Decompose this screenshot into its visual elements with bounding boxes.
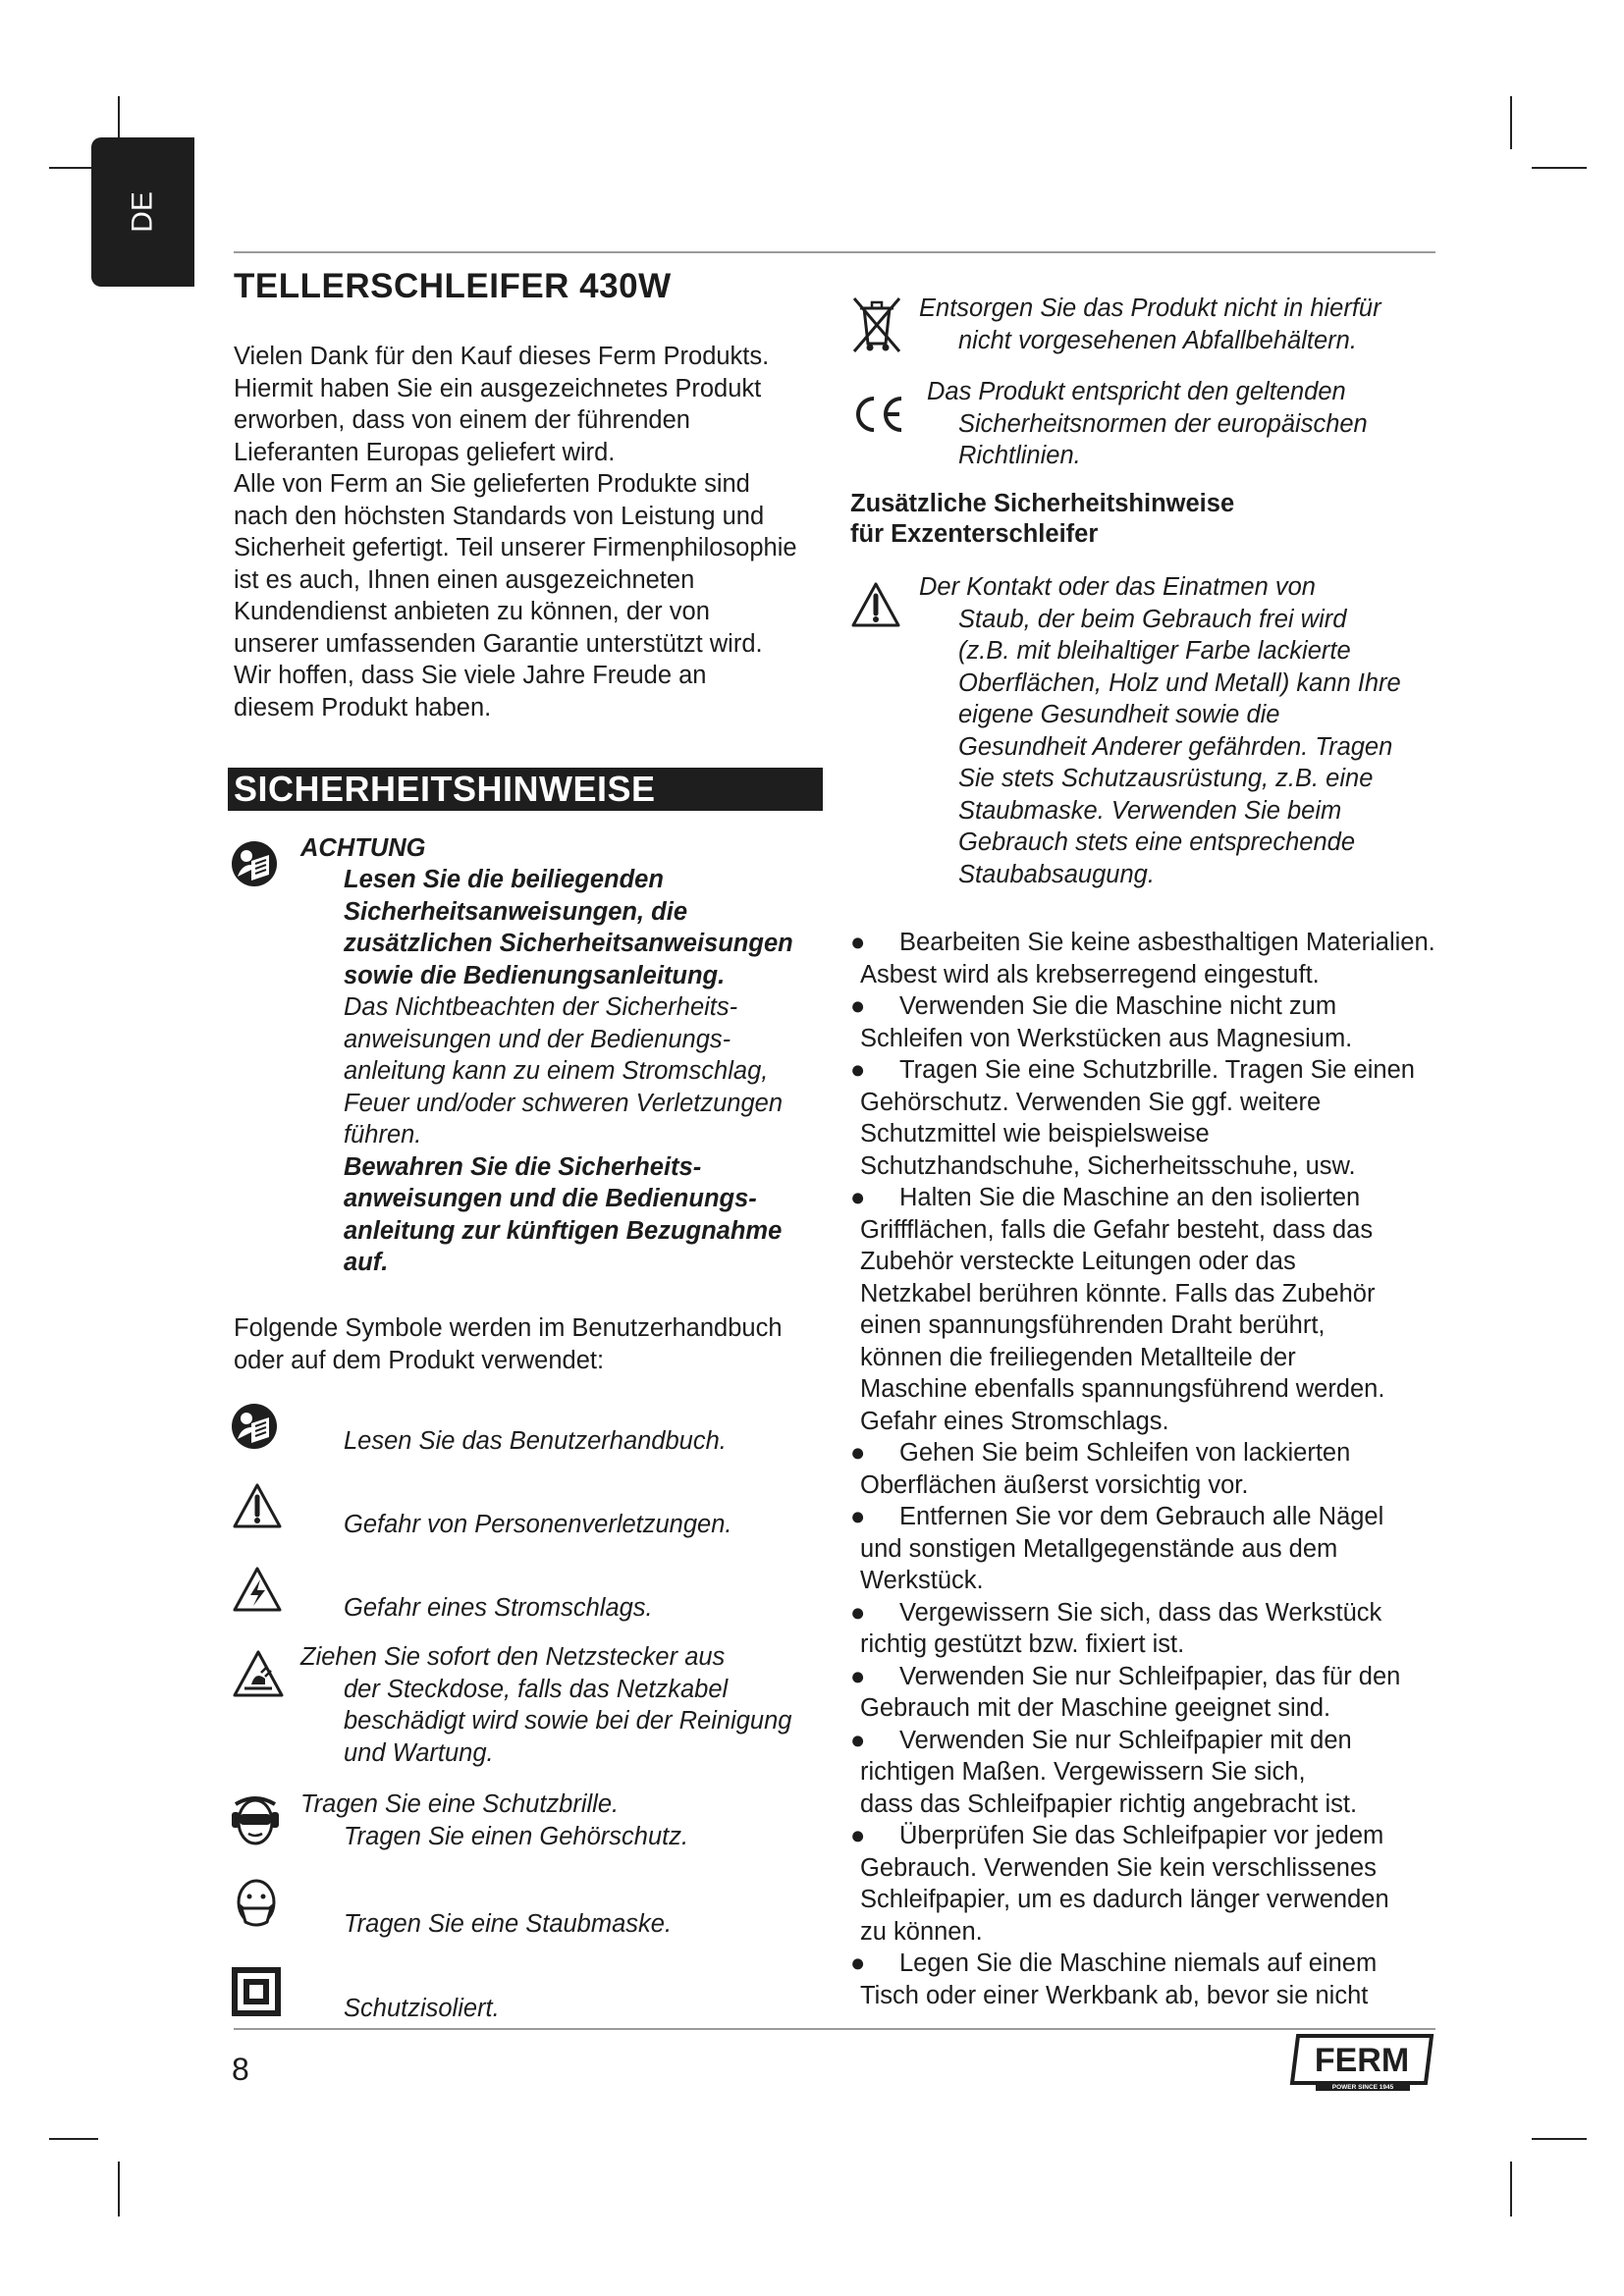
dust-warning-text: [919, 571, 1449, 890]
achtung-line: Sicherheitsanweisungen, die: [344, 897, 688, 926]
symbols-intro-line: Folgende Symbole werden im Benutzerhandbuch: [234, 1314, 783, 1342]
bullet-line: können die freiliegenden Metallteile der: [860, 1343, 1296, 1371]
dust-mask-icon: [232, 1877, 281, 1932]
bullet-dot: ●: [850, 1056, 866, 1084]
bullet-line: einen spannungsführenden Draht berührt,: [860, 1311, 1326, 1339]
dust-warning-line: Gebrauch stets eine entsprechende: [958, 828, 1356, 856]
crop-mark: [49, 2138, 98, 2140]
bullet-line: richtig gestützt bzw. fixiert ist.: [860, 1630, 1185, 1658]
symbol-shock-text: Gefahr eines Stromschlags.: [344, 1594, 653, 1622]
achtung-line: Lesen Sie die beiliegenden: [344, 866, 664, 893]
achtung-line: auf.: [344, 1249, 389, 1276]
symbol-unplug-line: der Steckdose, falls das Netzkabel: [344, 1675, 729, 1703]
bullet-line: Halten Sie die Maschine an den isolierten: [899, 1184, 1361, 1211]
ce-text: [927, 376, 1457, 472]
symbol-goggles-line: Tragen Sie einen Gehörschutz.: [344, 1822, 689, 1850]
bullet-line: richtigen Maßen. Vergewissern Sie sich,: [860, 1758, 1306, 1786]
list-item: [850, 990, 1459, 1054]
bullet-line: Gefahr eines Stromschlags.: [860, 1407, 1169, 1435]
list-item: [850, 1437, 1459, 1501]
bullet-dot: ●: [850, 1184, 866, 1211]
bullet-dot: ●: [850, 992, 866, 1020]
bullet-line: Gebrauch. Verwenden Sie kein verschlissenes: [860, 1853, 1377, 1882]
double-insulated-icon: [232, 1967, 281, 2016]
ce-mark-icon: [850, 393, 907, 436]
bullet-line: Legen Sie die Maschine niemals auf einem: [899, 1949, 1378, 1977]
achtung-line: anleitung zur künftigen Bezugnahme: [344, 1216, 783, 1245]
bullet-line: Gebrauch mit der Maschine geeignet sind.: [860, 1694, 1331, 1722]
bullet-line: Oberflächen äußerst vorsichtig vor.: [860, 1470, 1249, 1499]
symbol-unplug-line: Ziehen Sie sofort den Netzstecker aus: [300, 1643, 726, 1671]
bullet-line: Bearbeiten Sie keine asbesthaltigen Materialien.: [899, 929, 1435, 956]
achtung-body: [344, 864, 835, 1279]
achtung-label: ACHTUNG: [300, 834, 426, 862]
sub-heading-line: Zusätzliche Sicherheitshinweise: [850, 490, 1235, 517]
warning-triangle-icon: [850, 581, 901, 628]
list-item: [850, 927, 1459, 990]
intro-line: Lieferanten Europas geliefert wird.: [234, 438, 616, 466]
crop-mark: [1510, 96, 1512, 149]
disposal-line: nicht vorgesehenen Abfallbehältern.: [958, 326, 1357, 354]
language-tab-label: DE: [126, 191, 159, 233]
bullet-line: Schutzhandschuhe, Sicherheitsschuhe, usw.: [860, 1151, 1356, 1180]
dust-warning-line: Staubabsaugung.: [958, 860, 1155, 888]
unplug-warning-icon: [232, 1649, 285, 1698]
list-item: [850, 1661, 1459, 1725]
bullet-dot: ●: [850, 1822, 866, 1849]
bullet-line: Schleifpapier, um es dadurch länger verwenden: [860, 1886, 1389, 1913]
achtung-line: anleitung kann zu einem Stromschlag,: [344, 1057, 769, 1085]
bullet-dot: ●: [850, 1726, 866, 1754]
ce-line: Das Produkt entspricht den geltenden: [927, 378, 1346, 405]
intro-line: diesem Produkt haben.: [234, 693, 492, 721]
bullet-line: dass das Schleifpapier richtig angebracht ist.: [860, 1789, 1358, 1818]
intro-line: Sicherheit gefertigt. Teil unserer Firmenphilosophie: [234, 534, 797, 561]
ferm-logo-text: FERM: [1314, 2042, 1410, 2079]
bullet-line: Asbest wird als krebserregend eingestuft.: [860, 960, 1320, 988]
bullet-line: Schleifen von Werkstücken aus Magnesium.: [860, 1024, 1353, 1052]
bullet-dot: ●: [850, 1503, 866, 1530]
footer-rule: [234, 2028, 1435, 2030]
bullet-line: zu können.: [860, 1917, 983, 1946]
page-title: TELLERSCHLEIFER 430W: [234, 267, 672, 305]
symbol-unplug-line: und Wartung.: [344, 1738, 494, 1767]
symbol-goggles-text: [300, 1789, 831, 1852]
bullet-dot: ●: [850, 1949, 866, 1977]
language-tab: [91, 137, 194, 287]
crop-mark: [1510, 2162, 1512, 2216]
dust-warning-line: Oberflächen, Holz und Metall) kann Ihre: [958, 668, 1401, 697]
bullet-line: Maschine ebenfalls spannungsführend werden.: [860, 1375, 1385, 1403]
achtung-line: führen.: [344, 1121, 422, 1148]
bullet-line: Gehörschutz. Verwenden Sie ggf. weitere: [860, 1088, 1322, 1116]
list-item: [850, 1597, 1459, 1661]
symbol-manual-text: Lesen Sie das Benutzerhandbuch.: [344, 1427, 727, 1455]
intro-line: Alle von Ferm an Sie gelieferten Produkte sind: [234, 470, 750, 498]
bullet-line: Überprüfen Sie das Schleifpapier vor jedem: [899, 1822, 1384, 1849]
read-manual-icon: [230, 839, 279, 888]
achtung-line: Bewahren Sie die Sicherheits-: [344, 1152, 702, 1181]
dust-warning-line: Staub, der beim Gebrauch frei wird: [958, 605, 1347, 633]
bullet-dot: ●: [850, 1439, 866, 1467]
electric-shock-icon: [232, 1566, 283, 1613]
dust-warning-line: Gesundheit Anderer gefährden. Tragen: [958, 732, 1393, 761]
bullet-dot: ●: [850, 929, 866, 956]
bullet-line: Tisch oder einer Werkbank ab, bevor sie nicht: [860, 1981, 1369, 2009]
achtung-line: Feuer und/oder schweren Verletzungen: [344, 1089, 783, 1117]
list-item: [850, 1948, 1459, 2011]
bullet-line: Tragen Sie eine Schutzbrille. Tragen Sie einen: [899, 1056, 1415, 1084]
sub-heading: [850, 489, 1439, 550]
bullet-line: Werkstück.: [860, 1567, 984, 1594]
list-item: [850, 1820, 1459, 1948]
intro-line: Vielen Dank für den Kauf dieses Ferm Produkts.: [234, 343, 770, 370]
crop-mark: [1532, 167, 1587, 169]
warning-triangle-icon: [232, 1482, 283, 1529]
page-number: 8: [232, 2052, 249, 2087]
list-item: [850, 1725, 1459, 1821]
bullet-line: Vergewissern Sie sich, dass das Werkstück: [899, 1598, 1382, 1627]
achtung-line: anweisungen und der Bedienungs-: [344, 1025, 731, 1053]
dust-warning-line: Sie stets Schutzausrüstung, z.B. eine: [958, 765, 1374, 792]
sub-heading-line: für Exzenterschleifer: [850, 520, 1099, 548]
bullet-dot: ●: [850, 1598, 866, 1627]
bullet-line: Entfernen Sie vor dem Gebrauch alle Nägel: [899, 1503, 1384, 1530]
bullet-line: Griffflächen, falls die Gefahr besteht, dass das: [860, 1215, 1374, 1244]
bullet-line: Netzkabel berühren könnte. Falls das Zubehör: [860, 1279, 1376, 1308]
dust-warning-line: Staubmaske. Verwenden Sie beim: [958, 796, 1342, 825]
symbol-mask-text: Tragen Sie eine Staubmaske.: [344, 1910, 673, 1938]
bullet-line: und sonstigen Metallgegenstände aus dem: [860, 1534, 1338, 1563]
disposal-text: [919, 293, 1449, 356]
ferm-logo-tagline: POWER SINCE 1945: [1331, 2084, 1394, 2091]
intro-line: Kundendienst anbieten zu können, der von: [234, 598, 710, 625]
dust-warning-line: eigene Gesundheit sowie die: [958, 701, 1280, 728]
ce-line: Sicherheitsnormen der europäischen: [958, 409, 1368, 438]
symbol-injury-text: Gefahr von Personenverletzungen.: [344, 1511, 732, 1538]
bullet-line: Verwenden Sie nur Schleifpapier, das für den: [899, 1662, 1401, 1690]
achtung-line: anweisungen und die Bedienungs-: [344, 1185, 757, 1212]
intro-line: erworben, dass von einem der führenden: [234, 406, 690, 434]
bullet-line: Verwenden Sie nur Schleifpapier mit den: [899, 1726, 1352, 1754]
wheelie-bin-crossed-icon: [848, 294, 905, 353]
goggles-ear-protection-icon: [230, 1794, 281, 1849]
symbol-unplug-line: beschädigt wird sowie bei der Reinigung: [344, 1707, 792, 1735]
safety-bullet-list: [850, 927, 1459, 2011]
bullet-line: Schutzmittel wie beispielsweise: [860, 1120, 1210, 1148]
intro-line: unserer umfassenden Garantie unterstützt wird.: [234, 629, 763, 658]
crop-mark: [1532, 2138, 1587, 2140]
intro-paragraph: [234, 341, 823, 723]
intro-line: nach den höchsten Standards von Leistung und: [234, 502, 765, 530]
bullet-dot: ●: [850, 1662, 866, 1690]
intro-line: ist es auch, Ihnen einen ausgezeichneten: [234, 565, 695, 594]
ferm-logo: [1288, 2032, 1435, 2093]
bullet-line: Zubehör versteckte Leitungen oder das: [860, 1248, 1296, 1275]
achtung-line: sowie die Bedienungsanleitung.: [344, 961, 726, 989]
symbol-unplug-text: [300, 1641, 831, 1769]
intro-line: Wir hoffen, dass Sie viele Jahre Freude an: [234, 662, 707, 689]
ce-line: Richtlinien.: [958, 442, 1081, 469]
disposal-line: Entsorgen Sie das Produkt nicht in hierfür: [919, 294, 1381, 322]
symbol-goggles-line: Tragen Sie eine Schutzbrille.: [300, 1790, 620, 1818]
crop-mark: [118, 2162, 120, 2216]
list-item: [850, 1501, 1459, 1597]
section-heading-text: SICHERHEITSHINWEISE: [234, 769, 656, 809]
read-manual-icon: [230, 1402, 279, 1451]
achtung-line: zusätzlichen Sicherheitsanweisungen: [344, 930, 793, 957]
bullet-line: Gehen Sie beim Schleifen von lackierten: [899, 1439, 1351, 1467]
header-rule: [234, 251, 1435, 253]
dust-warning-line: Der Kontakt oder das Einatmen von: [919, 573, 1316, 601]
list-item: [850, 1054, 1459, 1182]
intro-line: Hiermit haben Sie ein ausgezeichnetes Produkt: [234, 374, 762, 402]
symbols-intro: [234, 1312, 823, 1376]
dust-warning-line: (z.B. mit bleihaltiger Farbe lackierte: [958, 637, 1351, 665]
symbol-insulated-text: Schutzisoliert.: [344, 1995, 500, 2022]
list-item: [850, 1182, 1459, 1437]
achtung-line: Das Nichtbeachten der Sicherheits-: [344, 993, 738, 1021]
section-heading: [228, 768, 823, 811]
symbols-intro-line: oder auf dem Produkt verwendet:: [234, 1346, 605, 1374]
bullet-line: Verwenden Sie die Maschine nicht zum: [899, 992, 1337, 1020]
